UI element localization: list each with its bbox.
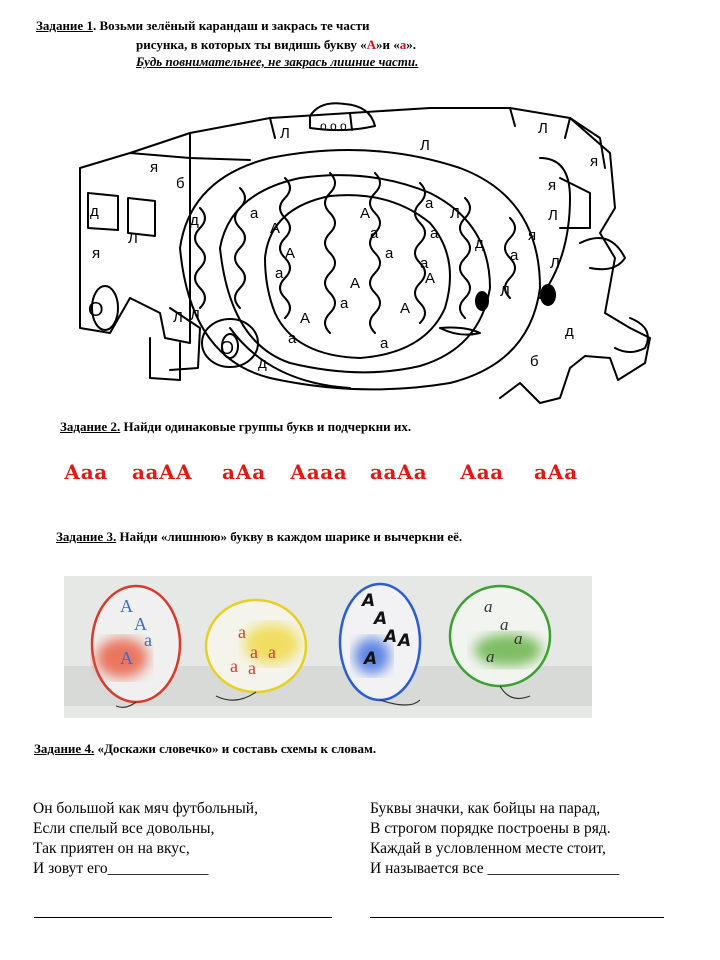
poem-line[interactable]: И называется все _________________ bbox=[370, 860, 620, 877]
balloon-letter[interactable]: а bbox=[268, 642, 276, 662]
pic-letter: а bbox=[510, 247, 519, 264]
letter-group[interactable]: Аааа bbox=[290, 460, 348, 484]
letter-group[interactable]: Ааа bbox=[460, 460, 504, 484]
balloon-letter[interactable]: а bbox=[500, 615, 509, 634]
balloon-letter[interactable]: а bbox=[230, 656, 238, 676]
pic-letter: А bbox=[350, 275, 361, 292]
pic-letter: а bbox=[425, 195, 434, 212]
poem-line: В строгом порядке построены в ряд. bbox=[370, 820, 611, 837]
answer-line-left[interactable] bbox=[34, 917, 332, 918]
pic-letter: Л bbox=[190, 307, 200, 324]
pic-letter: д bbox=[258, 355, 267, 372]
poem-watermelon bbox=[33, 799, 258, 879]
pic-letter: Л bbox=[128, 230, 138, 247]
pic-letter: А bbox=[270, 220, 281, 237]
task1-text1: . Возьми зелёный карандаш и закрась те части bbox=[92, 18, 370, 33]
poem-line[interactable]: И зовут его_____________ bbox=[33, 860, 209, 877]
balloon-letter[interactable]: а bbox=[486, 647, 495, 666]
task3-text: Найди «лишнюю» букву в каждом шарике и вычеркни её. bbox=[116, 529, 463, 544]
letter-group[interactable]: ааАа bbox=[370, 460, 428, 484]
pic-letter: Л bbox=[500, 283, 510, 300]
balloon-letter[interactable]: а bbox=[484, 597, 493, 616]
balloon-letter[interactable]: а bbox=[238, 622, 246, 642]
balloon-letter[interactable]: А bbox=[398, 631, 412, 651]
task1-warning: Будь повнимательнее, не закрась лишние части. bbox=[136, 54, 419, 69]
poem-line: Буквы значки, как бойцы на парад, bbox=[370, 800, 601, 817]
task2-title bbox=[60, 419, 411, 435]
task1-text2a: рисунка, в которых ты видишь букву « bbox=[136, 37, 367, 52]
pic-letter: д bbox=[90, 203, 99, 220]
pic-letter: б bbox=[530, 353, 539, 370]
balloon-letter[interactable]: А bbox=[134, 614, 147, 634]
pic-letter: А bbox=[425, 270, 436, 287]
pic-letter: а bbox=[380, 335, 389, 352]
pic-letter: а bbox=[370, 225, 379, 242]
task4-title bbox=[34, 741, 376, 757]
task2-text: Найди одинаковые группы букв и подчеркни их. bbox=[120, 419, 412, 434]
poem-alphabet bbox=[370, 799, 619, 879]
task1-text2b: »и « bbox=[376, 37, 400, 52]
wheel-right bbox=[541, 285, 555, 305]
pic-letter: б bbox=[176, 175, 185, 192]
balloon-letter[interactable]: а bbox=[514, 629, 523, 648]
task2-label: Задание 2. bbox=[60, 419, 121, 434]
pic-letter: я bbox=[548, 177, 557, 194]
pic-letter: д bbox=[475, 235, 484, 252]
task1-text2c: ». bbox=[406, 37, 417, 52]
balloon-letter[interactable]: А bbox=[364, 649, 378, 669]
pic-letter: О bbox=[220, 338, 235, 358]
balloons-picture bbox=[64, 576, 592, 718]
pic-letter: а bbox=[385, 245, 394, 262]
pic-letter: а bbox=[250, 205, 259, 222]
task4-label: Задание 4. bbox=[34, 741, 95, 756]
pic-letter: я bbox=[590, 153, 599, 170]
pic-letter: О bbox=[88, 299, 104, 321]
balloon-letter[interactable]: А bbox=[362, 591, 376, 611]
pic-letter: А bbox=[400, 300, 411, 317]
task1-letter-upper: А bbox=[366, 37, 377, 52]
pic-letter: а bbox=[430, 225, 439, 242]
pic-letter: Л bbox=[548, 207, 558, 224]
task1-letter-lower: а bbox=[399, 37, 407, 52]
pic-letter: Л bbox=[538, 120, 548, 137]
pic-letter: а bbox=[340, 295, 349, 312]
letter-group[interactable]: аАа bbox=[222, 460, 266, 484]
task1-line2 bbox=[136, 37, 416, 53]
balloon-letter[interactable]: А bbox=[384, 627, 398, 647]
pic-letter: А bbox=[285, 245, 296, 262]
pic-letter: Л bbox=[173, 309, 183, 326]
balloon-letter[interactable]: а bbox=[144, 630, 152, 650]
task1-title bbox=[36, 18, 370, 34]
answer-line-right[interactable] bbox=[370, 917, 664, 918]
pic-letter: а bbox=[420, 255, 429, 272]
poem-line: Если спелый все довольны, bbox=[33, 820, 215, 837]
pic-letter: А bbox=[360, 205, 371, 222]
task3-title bbox=[56, 529, 462, 545]
pic-letter: Л bbox=[450, 205, 460, 222]
balloon-letter[interactable]: а bbox=[250, 642, 258, 662]
poem-line: Так приятен он на вкус, bbox=[33, 840, 190, 857]
pic-letter: д bbox=[190, 212, 199, 229]
pic-letter: я bbox=[528, 227, 537, 244]
pic-letter: А bbox=[300, 310, 311, 327]
letter-group[interactable]: аАа bbox=[534, 460, 578, 484]
task3-label: Задание 3. bbox=[56, 529, 117, 544]
pic-letter: а bbox=[275, 265, 284, 282]
pic-letter: д bbox=[565, 323, 574, 340]
balloon-letter[interactable]: А bbox=[374, 609, 388, 629]
poem-line: Он большой как мяч футбольный, bbox=[33, 800, 258, 817]
letter-group[interactable]: Ааа bbox=[64, 460, 108, 484]
letter-group[interactable]: ааАА bbox=[132, 460, 193, 484]
coloring-picture-truck-watermelon[interactable] bbox=[70, 98, 670, 406]
pic-letter: Л bbox=[550, 255, 560, 272]
pic-letter: Л bbox=[420, 137, 430, 154]
pic-letter: я bbox=[92, 245, 101, 262]
truck-right bbox=[500, 118, 650, 403]
pic-letter: я bbox=[150, 159, 159, 176]
balloon-letter[interactable]: А bbox=[120, 648, 133, 668]
task1-label: Задание 1 bbox=[36, 18, 93, 33]
pic-letter: о о о bbox=[320, 119, 347, 133]
balloon-letter[interactable]: А bbox=[120, 596, 133, 616]
task4-text: «Доскажи словечко» и составь схемы к словам. bbox=[94, 741, 377, 756]
poem-line: Каждай в условленном месте стоит, bbox=[370, 840, 606, 857]
balloon-letter[interactable]: а bbox=[248, 658, 256, 678]
pic-letter: Л bbox=[280, 125, 290, 142]
pic-letter: а bbox=[288, 330, 297, 347]
